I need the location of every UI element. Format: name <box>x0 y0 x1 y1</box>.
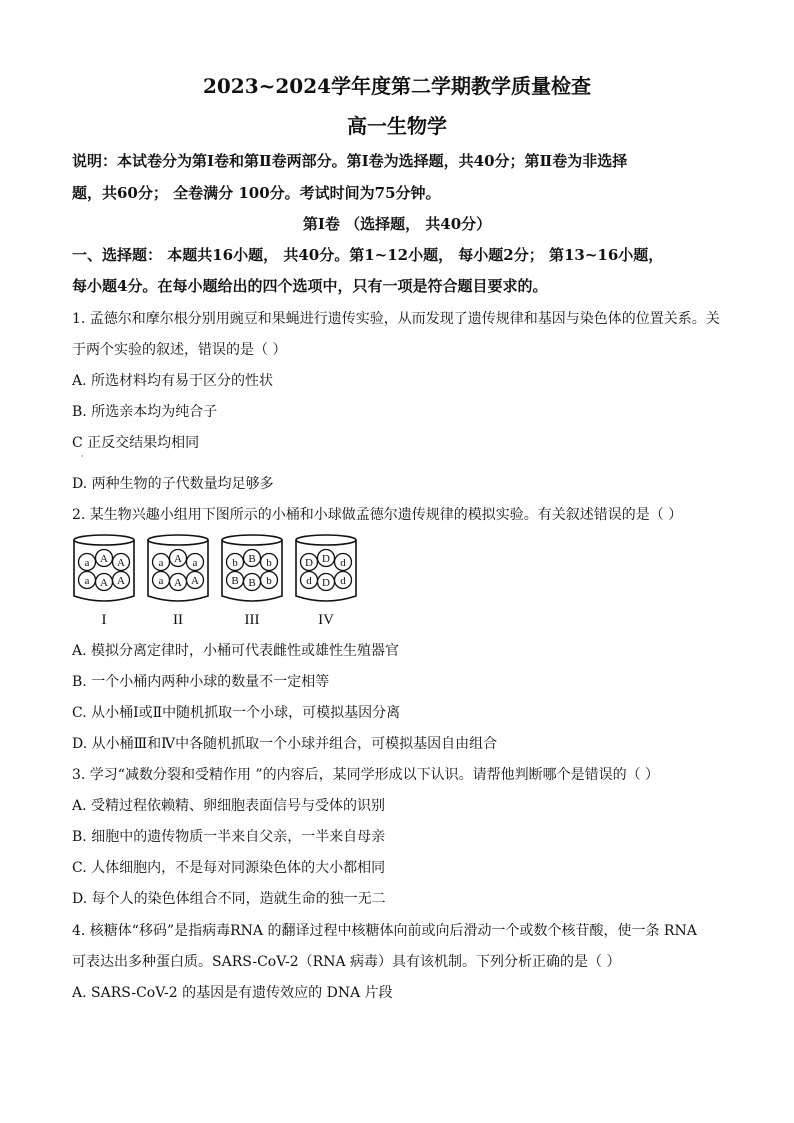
ball-label: d <box>340 557 346 569</box>
question-4-stem-1: 4. 核糖体“移码”是指病毒RNA 的翻译过程中核糖体向前或向后滑动一个或数个核苷酸，使一条 RNA <box>72 923 697 939</box>
ball-label: B <box>248 553 256 565</box>
ball-label: B <box>231 575 239 587</box>
exam-subtitle: 高一生物学 <box>347 114 447 138</box>
ball-label: A <box>191 575 199 587</box>
instructions-line-1: 说明：本试卷分为第Ⅰ卷和第Ⅱ卷两部分。第Ⅰ卷为选择题，共40分；第Ⅱ卷为非选择 <box>72 152 628 170</box>
ball-label: d <box>306 575 312 587</box>
stray-dot: · <box>81 452 84 461</box>
question-3-option-d: D. 每个人的染色体组合不同，造就生命的独一无二 <box>72 891 386 907</box>
ball-label: a <box>192 557 198 569</box>
ball-label: b <box>266 557 272 569</box>
question-1-stem-2: 于两个实验的叙述，错误的是（ ） <box>72 342 287 358</box>
bucket-2 <box>148 535 208 628</box>
ball-label: a <box>158 575 164 587</box>
ball-label: a <box>84 575 90 587</box>
question-2-option-b: B. 一个小桶内两种小球的数量不一定相等 <box>72 674 330 690</box>
ball-label: A <box>100 553 108 565</box>
section-intro-2: 每小题4分。在每小题给出的四个选项中，只有一项是符合题目要求的。 <box>72 277 548 295</box>
bucket-1 <box>74 535 134 628</box>
exam-title: 2023~2024学年度第二学期教学质量检查 <box>202 74 592 98</box>
ball-label: D <box>305 557 313 569</box>
question-3-option-c: C. 人体细胞内，不是每对同源染色体的大小都相同 <box>72 860 386 876</box>
ball-label: A <box>100 577 108 589</box>
question-2-option-c: C. 从小桶Ⅰ或Ⅱ中随机抓取一个小球，可模拟基因分离 <box>72 705 401 721</box>
question-3-stem: 3. 学习“减数分裂和受精作用 ”的内容后，某同学形成以下认识。请帮他判断哪个是错误的（ ） <box>72 767 660 783</box>
section-title: 第Ⅰ卷 （选择题， 共40分） <box>302 215 492 233</box>
question-1-option-d: D. 两种生物的子代数量均足够多 <box>72 476 274 492</box>
bucket-label: II <box>173 612 183 628</box>
bucket-label: IV <box>318 612 334 628</box>
bucket-4 <box>296 535 356 628</box>
ball-label: D <box>322 577 330 589</box>
bucket-rim <box>74 535 134 545</box>
ball-label: b <box>232 557 238 569</box>
ball-label: B <box>248 577 256 589</box>
question-1-option-c: C 正反交结果均相同 <box>72 435 200 451</box>
bucket-label: III <box>244 612 260 628</box>
section-intro-1: 一、选择题： 本题共16小题， 共40分。第1~12小题， 每小题2分； 第13~16小题， <box>72 246 664 264</box>
ball-label: a <box>158 557 164 569</box>
instructions-line-2: 题，共60分； 全卷满分 100分。考试时间为75分钟。 <box>72 184 441 202</box>
ball-label: A <box>117 575 125 587</box>
question-3-option-a: A. 受精过程依赖精、卵细胞表面信号与受体的识别 <box>72 798 386 814</box>
ball-label: D <box>322 553 330 565</box>
bucket-3 <box>222 535 282 628</box>
buckets-figure <box>66 532 366 630</box>
ball-label: A <box>174 577 182 589</box>
bucket-label: I <box>101 612 107 628</box>
bucket-rim <box>222 535 282 545</box>
question-1-option-b: B. 所选亲本均为纯合子 <box>72 404 218 420</box>
question-3-option-b: B. 细胞中的遗传物质一半来自父亲，一半来自母亲 <box>72 829 386 845</box>
ball-label: a <box>84 557 90 569</box>
ball-label: b <box>266 575 272 587</box>
question-1-option-a: A. 所选材料均有易于区分的性状 <box>72 373 274 389</box>
ball-label: d <box>340 575 346 587</box>
bucket-rim <box>148 535 208 545</box>
question-2-stem: 2. 某生物兴趣小组用下图所示的小桶和小球做孟德尔遗传规律的模拟实验。有关叙述错误的是（ ） <box>72 507 683 523</box>
question-2-option-a: A. 模拟分离定律时，小桶可代表雌性或雄性生殖器官 <box>72 643 400 659</box>
question-4-option-a: A. SARS-CoV-2 的基因是有遗传效应的 DNA 片段 <box>72 985 393 1001</box>
ball-label: A <box>117 557 125 569</box>
bucket-rim <box>296 535 356 545</box>
question-2-option-d: D. 从小桶Ⅲ和Ⅳ中各随机抓取一个小球并组合，可模拟基因自由组合 <box>72 736 498 752</box>
question-4-stem-2: 可表达出多种蛋白质。SARS-CoV-2（RNA 病毒）具有该机制。下列分析正确的是（ ） <box>72 954 621 970</box>
ball-label: A <box>174 553 182 565</box>
question-1-stem-1: 1. 孟德尔和摩尔根分别用豌豆和果蝇进行遗传实验，从而发现了遗传规律和基因与染色体的位置关系。关 <box>72 311 720 327</box>
